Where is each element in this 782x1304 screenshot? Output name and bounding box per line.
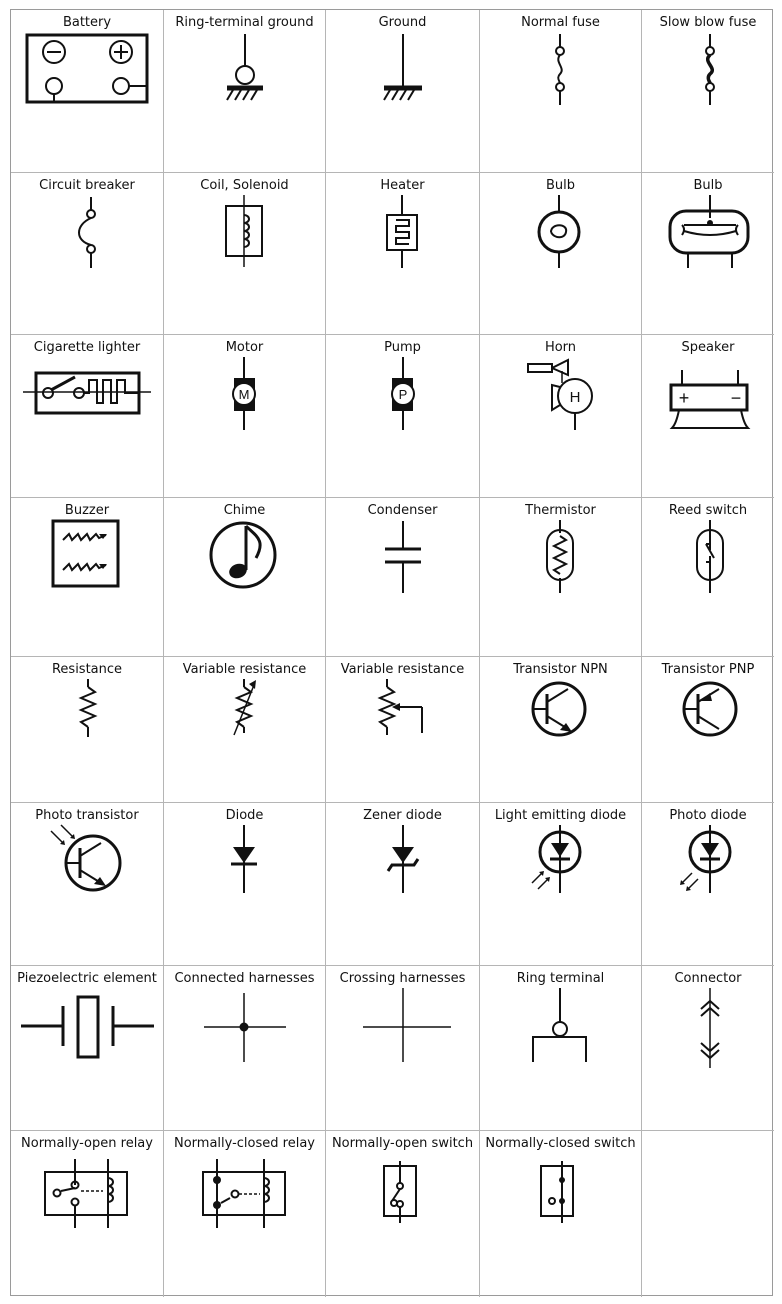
symbol-label: Thermistor: [525, 503, 596, 518]
heater-icon: [326, 173, 480, 335]
symbol-cell-transistor-npn-23: [480, 657, 642, 803]
symbol-label: Variable resistance: [340, 662, 465, 677]
piezoelectric-element-icon: [11, 966, 164, 1131]
symbol-label: Photo diode: [669, 808, 747, 823]
symbol-cell-chime-16: [164, 498, 326, 657]
symbol-grid: [10, 9, 773, 1296]
symbol-cell-piezoelectric-element-30: [11, 966, 164, 1131]
crossing-harnesses-icon: [326, 966, 480, 1131]
symbol-label: Normally-closed switch: [485, 1136, 636, 1151]
photo-diode-icon: [642, 803, 774, 966]
pump-letter: P: [398, 387, 408, 402]
thermistor-icon: [480, 498, 642, 657]
symbol-label: Normal fuse: [521, 15, 600, 30]
symbol-label: Bulb: [693, 178, 723, 193]
symbol-cell-bulb-round-8: [480, 173, 642, 335]
slow-blow-fuse-icon: [642, 10, 774, 173]
ring-terminal-icon: [480, 966, 642, 1131]
symbol-cell-reed-switch-19: [642, 498, 774, 657]
reed-switch-icon: [642, 498, 774, 657]
symbol-cell-buzzer-15: [11, 498, 164, 657]
symbol-cell-transistor-pnp-24: [642, 657, 774, 803]
symbol-cell-heater-7: [326, 173, 480, 335]
bulb-tube-icon: [642, 173, 774, 335]
symbol-cell-ground-2: [326, 10, 480, 173]
normally-closed-relay-icon: [164, 1131, 326, 1297]
symbol-cell-circuit-breaker-5: [11, 173, 164, 335]
bulb-round-icon: [480, 173, 642, 335]
symbol-cell-slow-blow-fuse-4: [642, 10, 774, 173]
symbol-label: Transistor PNP: [661, 662, 755, 677]
symbol-cell-resistance-20: [11, 657, 164, 803]
symbol-label: Light emitting diode: [494, 808, 627, 823]
symbol-label: Circuit breaker: [39, 178, 135, 193]
cigarette-lighter-icon: [11, 335, 164, 498]
symbol-cell-variable-resistance-arrow-21: [164, 657, 326, 803]
symbol-label: Crossing harnesses: [339, 971, 466, 986]
ground-icon: [326, 10, 480, 173]
symbol-label: Chime: [223, 503, 266, 518]
symbol-cell-normally-closed-switch-38: [480, 1131, 642, 1297]
symbol-label: Pump: [384, 340, 421, 355]
symbol-label: Slow blow fuse: [659, 15, 757, 30]
symbol-cell-photo-transistor-25: [11, 803, 164, 966]
symbol-label: Variable resistance: [182, 662, 307, 677]
symbol-label: Ring-terminal ground: [175, 15, 314, 30]
symbol-label: Motor: [225, 340, 264, 355]
symbol-label: Buzzer: [64, 503, 110, 518]
symbol-cell-condenser-17: [326, 498, 480, 657]
empty-icon: [642, 1131, 774, 1297]
transistor-npn-icon: [480, 657, 642, 803]
symbol-cell-bulb-tube-9: [642, 173, 774, 335]
symbol-cell-speaker-14: [642, 335, 774, 498]
motor-letter: M: [238, 387, 250, 402]
symbol-label: Photo transistor: [35, 808, 139, 823]
circuit-breaker-icon: [11, 173, 164, 335]
normally-open-relay-icon: [11, 1131, 164, 1297]
motor-icon: [164, 335, 326, 498]
transistor-pnp-icon: [642, 657, 774, 803]
horn-letter: H: [569, 389, 581, 406]
speaker-plus: +: [678, 388, 690, 408]
symbol-cell-connected-harnesses-31: [164, 966, 326, 1131]
connected-harnesses-icon: [164, 966, 326, 1131]
symbol-label: Reed switch: [668, 503, 748, 518]
symbol-label: Condenser: [367, 503, 438, 518]
condenser-icon: [326, 498, 480, 657]
photo-transistor-icon: [11, 803, 164, 966]
symbol-label: Diode: [225, 808, 264, 823]
diode-icon: [164, 803, 326, 966]
symbol-cell-empty-39: [642, 1131, 774, 1297]
coil-solenoid-icon: [164, 173, 326, 335]
normally-open-switch-icon: [326, 1131, 480, 1297]
symbol-cell-coil-solenoid-6: [164, 173, 326, 335]
symbol-cell-diode-26: [164, 803, 326, 966]
horn-icon: [480, 335, 642, 498]
symbol-label: Bulb: [545, 178, 576, 193]
symbol-label: Connected harnesses: [174, 971, 315, 986]
symbol-label: Ring terminal: [516, 971, 605, 986]
buzzer-icon: [11, 498, 164, 657]
variable-resistance-wiper-icon: [326, 657, 480, 803]
symbol-label: Normally-open relay: [21, 1136, 153, 1151]
symbol-cell-thermistor-18: [480, 498, 642, 657]
symbol-cell-cigarette-lighter-10: [11, 335, 164, 498]
resistance-icon: [11, 657, 164, 803]
symbol-cell-light-emitting-diode-28: [480, 803, 642, 966]
symbol-cell-crossing-harnesses-32: [326, 966, 480, 1131]
speaker-minus: −: [730, 388, 742, 408]
symbol-label: Ground: [378, 15, 427, 30]
symbol-label: Coil, Solenoid: [200, 178, 289, 193]
symbol-cell-photo-diode-29: [642, 803, 774, 966]
symbol-cell-zener-diode-27: [326, 803, 480, 966]
symbol-label: Normally-open switch: [331, 1136, 474, 1151]
battery-icon: [11, 10, 164, 173]
symbol-cell-battery-0: [11, 10, 164, 173]
zener-diode-icon: [326, 803, 480, 966]
variable-resistance-arrow-icon: [164, 657, 326, 803]
symbol-cell-horn-13: [480, 335, 642, 498]
normally-closed-switch-icon: [480, 1131, 642, 1297]
symbol-label: Zener diode: [363, 808, 442, 823]
symbol-cell-normally-closed-relay-36: [164, 1131, 326, 1297]
speaker-icon: [642, 335, 774, 498]
symbol-label: Cigarette lighter: [33, 340, 141, 355]
symbol-label: Normally-closed relay: [173, 1136, 315, 1151]
chime-icon: [164, 498, 326, 657]
normal-fuse-icon: [480, 10, 642, 173]
symbol-cell-ring-terminal-ground-1: [164, 10, 326, 173]
pump-icon: [326, 335, 480, 498]
symbol-cell-pump-12: [326, 335, 480, 498]
ring-terminal-ground-icon: [164, 10, 326, 173]
symbol-label: Heater: [380, 178, 425, 193]
symbol-cell-motor-11: [164, 335, 326, 498]
symbol-cell-variable-resistance-wiper-22: [326, 657, 480, 803]
symbol-cell-normally-open-switch-37: [326, 1131, 480, 1297]
symbol-label: Connector: [674, 971, 742, 986]
symbol-label: Piezoelectric element: [17, 971, 157, 986]
symbol-label: Speaker: [681, 340, 735, 355]
light-emitting-diode-icon: [480, 803, 642, 966]
symbol-cell-normal-fuse-3: [480, 10, 642, 173]
symbol-label: Battery: [62, 15, 112, 30]
symbol-cell-normally-open-relay-35: [11, 1131, 164, 1297]
symbol-label: Resistance: [51, 662, 123, 677]
symbol-label: Transistor NPN: [513, 662, 608, 677]
connector-icon: [642, 966, 774, 1131]
symbol-cell-ring-terminal-33: [480, 966, 642, 1131]
symbol-label: Horn: [544, 340, 577, 355]
symbol-cell-connector-34: [642, 966, 774, 1131]
